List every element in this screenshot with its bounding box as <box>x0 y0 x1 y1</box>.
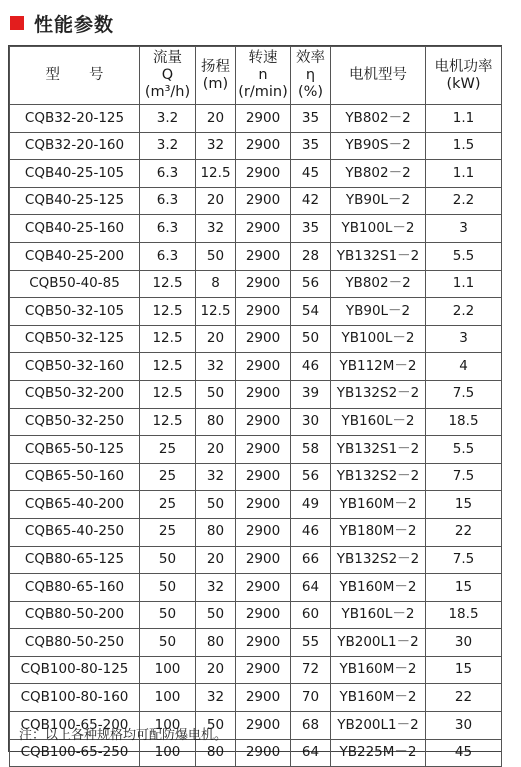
cell-speed: 2900 <box>236 436 291 464</box>
cell-eff: 54 <box>291 298 331 326</box>
cell-speed: 2900 <box>236 546 291 574</box>
cell-eff: 64 <box>291 739 331 767</box>
column-header-line: n <box>258 67 268 83</box>
cell-head: 32 <box>196 353 236 381</box>
section-title: 性能参数 <box>34 13 115 36</box>
cell-power: 5.5 <box>426 242 502 270</box>
cell-head: 32 <box>196 132 236 160</box>
cell-speed: 2900 <box>236 518 291 546</box>
cell-power: 45 <box>426 739 502 767</box>
cell-eff: 56 <box>291 463 331 491</box>
cell-head: 32 <box>196 574 236 602</box>
red-square-icon <box>10 16 24 30</box>
cell-power: 1.1 <box>426 105 502 133</box>
cell-flow: 25 <box>140 491 196 519</box>
cell-eff: 46 <box>291 518 331 546</box>
table-row <box>10 491 502 519</box>
cell-model: CQB32-20-125 <box>10 105 140 133</box>
column-header-line: 流量 <box>153 50 182 66</box>
cell-flow: 50 <box>140 574 196 602</box>
table-row <box>10 546 502 574</box>
cell-model: CQB65-40-200 <box>10 491 140 519</box>
table-row <box>10 574 502 602</box>
cell-head: 50 <box>196 601 236 629</box>
cell-speed: 2900 <box>236 739 291 767</box>
cell-speed: 2900 <box>236 463 291 491</box>
cell-motor: YB132S1－2 <box>331 436 426 464</box>
cell-head: 20 <box>196 187 236 215</box>
cell-model: CQB40-25-160 <box>10 215 140 243</box>
table-row <box>10 160 502 188</box>
cell-model: CQB50-32-200 <box>10 380 140 408</box>
cell-flow: 12.5 <box>140 353 196 381</box>
cell-flow: 100 <box>140 684 196 712</box>
cell-model: CQB50-32-125 <box>10 325 140 353</box>
table-row <box>10 629 502 657</box>
cell-motor: YB90S－2 <box>331 132 426 160</box>
cell-power: 15 <box>426 491 502 519</box>
cell-power: 22 <box>426 518 502 546</box>
cell-speed: 2900 <box>236 132 291 160</box>
cell-model: CQB80-65-160 <box>10 574 140 602</box>
cell-power: 4 <box>426 353 502 381</box>
column-header-model <box>10 47 140 105</box>
cell-power: 1.1 <box>426 160 502 188</box>
cell-eff: 72 <box>291 656 331 684</box>
cell-speed: 2900 <box>236 160 291 188</box>
column-header-line: (kW) <box>446 75 481 92</box>
cell-model: CQB50-40-85 <box>10 270 140 298</box>
cell-head: 80 <box>196 518 236 546</box>
column-header-line: 效率 <box>296 50 325 66</box>
performance-table <box>9 46 502 767</box>
cell-power: 1.5 <box>426 132 502 160</box>
footnote: 注：以上各种规格均可配防爆电机。 <box>19 728 228 743</box>
cell-flow: 25 <box>140 518 196 546</box>
table-row <box>10 215 502 243</box>
cell-power: 18.5 <box>426 601 502 629</box>
cell-model: CQB80-50-200 <box>10 601 140 629</box>
cell-motor: YB180M－2 <box>331 518 426 546</box>
cell-power: 5.5 <box>426 436 502 464</box>
cell-flow: 100 <box>140 656 196 684</box>
cell-flow: 12.5 <box>140 325 196 353</box>
column-header-head <box>196 47 236 105</box>
cell-speed: 2900 <box>236 601 291 629</box>
cell-eff: 50 <box>291 325 331 353</box>
cell-head: 12.5 <box>196 160 236 188</box>
cell-power: 3 <box>426 215 502 243</box>
cell-eff: 66 <box>291 546 331 574</box>
cell-power: 7.5 <box>426 546 502 574</box>
cell-head: 80 <box>196 629 236 657</box>
cell-model: CQB50-32-160 <box>10 353 140 381</box>
column-header-eff <box>291 47 331 105</box>
table-row <box>10 518 502 546</box>
cell-speed: 2900 <box>236 105 291 133</box>
cell-motor: YB90L－2 <box>331 298 426 326</box>
cell-flow: 50 <box>140 629 196 657</box>
cell-head: 12.5 <box>196 298 236 326</box>
cell-model: CQB50-32-250 <box>10 408 140 436</box>
column-header-flow <box>140 47 196 105</box>
column-header-line: 型 号 <box>45 67 104 83</box>
cell-motor: YB160M－2 <box>331 684 426 712</box>
cell-eff: 68 <box>291 712 331 740</box>
column-header-line: η <box>305 67 316 83</box>
cell-model: CQB80-50-250 <box>10 629 140 657</box>
cell-power: 1.1 <box>426 270 502 298</box>
cell-flow: 12.5 <box>140 270 196 298</box>
cell-flow: 25 <box>140 463 196 491</box>
column-header-line: Q <box>161 67 174 83</box>
cell-speed: 2900 <box>236 656 291 684</box>
cell-eff: 45 <box>291 160 331 188</box>
table-row <box>10 270 502 298</box>
table-row <box>10 601 502 629</box>
cell-motor: YB802－2 <box>331 270 426 298</box>
cell-motor: YB802－2 <box>331 105 426 133</box>
cell-eff: 35 <box>291 215 331 243</box>
cell-model: CQB50-32-105 <box>10 298 140 326</box>
column-header-line: 扬程 <box>201 58 230 75</box>
cell-flow: 3.2 <box>140 105 196 133</box>
cell-speed: 2900 <box>236 242 291 270</box>
cell-motor: YB200L1－2 <box>331 712 426 740</box>
cell-eff: 70 <box>291 684 331 712</box>
cell-model: CQB40-25-200 <box>10 242 140 270</box>
table-row <box>10 684 502 712</box>
cell-flow: 50 <box>140 601 196 629</box>
cell-speed: 2900 <box>236 712 291 740</box>
cell-motor: YB160M－2 <box>331 574 426 602</box>
cell-speed: 2900 <box>236 629 291 657</box>
cell-motor: YB160M－2 <box>331 491 426 519</box>
cell-motor: YB225M－2 <box>331 739 426 767</box>
cell-power: 22 <box>426 684 502 712</box>
column-header-line: (%) <box>297 84 324 100</box>
cell-head: 20 <box>196 436 236 464</box>
cell-model: CQB40-25-125 <box>10 187 140 215</box>
cell-eff: 28 <box>291 242 331 270</box>
cell-flow: 12.5 <box>140 380 196 408</box>
cell-motor: YB100L－2 <box>331 325 426 353</box>
cell-head: 50 <box>196 242 236 270</box>
cell-model: CQB65-40-250 <box>10 518 140 546</box>
column-header-line: (m³/h) <box>144 84 191 100</box>
cell-head: 50 <box>196 380 236 408</box>
cell-flow: 50 <box>140 546 196 574</box>
cell-power: 7.5 <box>426 380 502 408</box>
cell-head: 32 <box>196 684 236 712</box>
table-row <box>10 436 502 464</box>
cell-head: 20 <box>196 325 236 353</box>
table-row <box>10 242 502 270</box>
cell-head: 50 <box>196 712 236 740</box>
cell-model: CQB65-50-160 <box>10 463 140 491</box>
cell-model: CQB40-25-105 <box>10 160 140 188</box>
cell-model: CQB100-80-160 <box>10 684 140 712</box>
cell-motor: YB132S2－2 <box>331 380 426 408</box>
cell-speed: 2900 <box>236 380 291 408</box>
cell-speed: 2900 <box>236 574 291 602</box>
cell-model: CQB32-20-160 <box>10 132 140 160</box>
cell-speed: 2900 <box>236 270 291 298</box>
cell-speed: 2900 <box>236 353 291 381</box>
cell-motor: YB200L1－2 <box>331 629 426 657</box>
cell-flow: 100 <box>140 712 196 740</box>
table-row <box>10 380 502 408</box>
cell-power: 2.2 <box>426 187 502 215</box>
cell-flow: 100 <box>140 739 196 767</box>
column-header-line: (r/min) <box>238 84 288 100</box>
column-header-line: 电机型号 <box>349 67 407 83</box>
cell-model: CQB65-50-125 <box>10 436 140 464</box>
cell-speed: 2900 <box>236 325 291 353</box>
table-row <box>10 463 502 491</box>
cell-model: CQB100-65-250 <box>10 739 140 767</box>
cell-motor: YB132S2－2 <box>331 546 426 574</box>
table-row <box>10 325 502 353</box>
cell-model: CQB80-65-125 <box>10 546 140 574</box>
table-row <box>10 656 502 684</box>
cell-power: 30 <box>426 712 502 740</box>
table-row <box>10 353 502 381</box>
cell-flow: 6.3 <box>140 160 196 188</box>
cell-eff: 58 <box>291 436 331 464</box>
table-row <box>10 132 502 160</box>
cell-eff: 49 <box>291 491 331 519</box>
cell-head: 50 <box>196 491 236 519</box>
cell-speed: 2900 <box>236 298 291 326</box>
cell-eff: 56 <box>291 270 331 298</box>
cell-power: 18.5 <box>426 408 502 436</box>
cell-motor: YB160M－2 <box>331 656 426 684</box>
cell-power: 15 <box>426 574 502 602</box>
cell-head: 32 <box>196 215 236 243</box>
cell-speed: 2900 <box>236 187 291 215</box>
cell-eff: 39 <box>291 380 331 408</box>
cell-eff: 60 <box>291 601 331 629</box>
cell-eff: 42 <box>291 187 331 215</box>
cell-speed: 2900 <box>236 684 291 712</box>
cell-eff: 64 <box>291 574 331 602</box>
cell-head: 20 <box>196 105 236 133</box>
column-header-line: 转速 <box>248 50 278 66</box>
cell-eff: 35 <box>291 105 331 133</box>
cell-eff: 46 <box>291 353 331 381</box>
cell-motor: YB132S1－2 <box>331 242 426 270</box>
cell-speed: 2900 <box>236 408 291 436</box>
cell-flow: 12.5 <box>140 298 196 326</box>
cell-flow: 12.5 <box>140 408 196 436</box>
column-header-motor <box>331 47 426 105</box>
cell-motor: YB160L－2 <box>331 601 426 629</box>
column-header-line: (m) <box>202 75 229 92</box>
column-header-speed <box>236 47 291 105</box>
cell-eff: 55 <box>291 629 331 657</box>
cell-motor: YB100L－2 <box>331 215 426 243</box>
table-row <box>10 187 502 215</box>
cell-head: 80 <box>196 408 236 436</box>
cell-power: 15 <box>426 656 502 684</box>
cell-motor: YB90L－2 <box>331 187 426 215</box>
cell-model: CQB100-65-200 <box>10 712 140 740</box>
cell-eff: 35 <box>291 132 331 160</box>
cell-speed: 2900 <box>236 491 291 519</box>
spec-table-frame <box>8 45 502 761</box>
table-row <box>10 298 502 326</box>
cell-speed: 2900 <box>236 215 291 243</box>
cell-power: 7.5 <box>426 463 502 491</box>
table-row <box>10 105 502 133</box>
cell-motor: YB112M－2 <box>331 353 426 381</box>
cell-head: 20 <box>196 656 236 684</box>
cell-head: 80 <box>196 739 236 767</box>
cell-flow: 25 <box>140 436 196 464</box>
cell-power: 2.2 <box>426 298 502 326</box>
cell-power: 30 <box>426 629 502 657</box>
cell-eff: 30 <box>291 408 331 436</box>
cell-flow: 6.3 <box>140 215 196 243</box>
cell-head: 32 <box>196 463 236 491</box>
table-header-row <box>10 47 502 105</box>
cell-model: CQB100-80-125 <box>10 656 140 684</box>
cell-head: 8 <box>196 270 236 298</box>
cell-flow: 3.2 <box>140 132 196 160</box>
cell-motor: YB160L－2 <box>331 408 426 436</box>
cell-flow: 6.3 <box>140 242 196 270</box>
cell-motor: YB802－2 <box>331 160 426 188</box>
column-header-line: 电机功率 <box>434 58 493 75</box>
cell-power: 3 <box>426 325 502 353</box>
section-header <box>10 10 114 36</box>
column-header-power <box>426 47 502 105</box>
cell-motor: YB132S2－2 <box>331 463 426 491</box>
table-row <box>10 408 502 436</box>
cell-flow: 6.3 <box>140 187 196 215</box>
cell-head: 20 <box>196 546 236 574</box>
